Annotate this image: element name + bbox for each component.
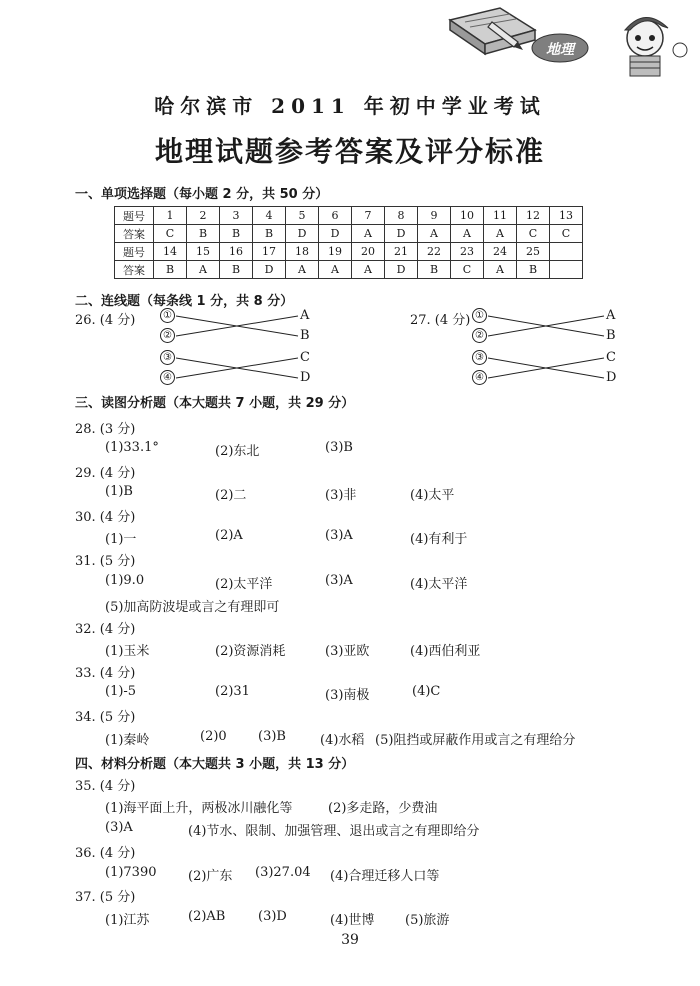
cartoon-boy-icon [625,17,687,76]
question-label: 36. (4 分) [75,846,136,861]
corner-illustration [430,0,700,78]
answer-item: (2)A [215,528,243,543]
match-item: ③ [160,350,175,365]
match-letter: B [606,328,616,343]
question-label: 37. (5 分) [75,890,136,905]
question-label: 28. (3 分) [75,422,136,437]
table-cell: 12 [517,207,550,225]
table-cell: 15 [187,243,220,261]
answer-item: (2)31 [215,684,250,699]
table-cell: 13 [550,207,583,225]
table-cell: A [187,261,220,279]
match-item: ④ [472,370,487,385]
question-label: 29. (4 分) [75,466,136,481]
question-label: 30. (4 分) [75,510,136,525]
answer-item: (3)A [325,573,353,588]
section-heading-1: 一、单项选择题（每小题 2 分，共 50 分） [75,187,329,202]
match-letter: B [300,328,310,343]
table-cell: 9 [418,207,451,225]
table-cell: C [154,225,187,243]
match-letter: D [300,370,311,385]
answer-item: (4)水稻 [320,733,365,748]
table-cell: 24 [484,243,517,261]
answer-item: (2)东北 [215,444,260,459]
answer-item: (2)太平洋 [215,577,273,592]
table-cell: D [385,261,418,279]
subject-badge [532,34,588,62]
table-row-header: 答案 [115,261,154,279]
answer-item: (4)节水、限制、加强管理、退出或言之有理即给分 [188,824,480,839]
answer-item: (2)二 [215,488,247,503]
answer-item: (3)27.04 [255,865,311,880]
table-cell: B [253,225,286,243]
table-cell: 5 [286,207,319,225]
match-letter: D [606,370,617,385]
table-cell: 11 [484,207,517,225]
table-cell: 14 [154,243,187,261]
exam-title: 哈尔滨市 2011 年初中学业考试 [154,94,546,118]
question-label: 35. (4 分) [75,779,136,794]
question-label: 34. (5 分) [75,710,136,725]
table-cell: 1 [154,207,187,225]
table-row [115,207,583,225]
answer-item: (1)33.1° [105,440,159,455]
match-letter: A [606,308,616,323]
match-item: ① [160,308,175,323]
page-number: 39 [341,932,359,948]
table-row-header: 答案 [115,225,154,243]
answer-item: (1)海平面上升，两极冰川融化等 [105,801,293,816]
section-heading-3: 三、读图分析题（本大题共 7 小题，共 29 分） [75,396,355,411]
answer-item: (1)秦岭 [105,733,150,748]
answer-item: (3)B [325,440,353,455]
table-cell [550,243,583,261]
answer-item: (4)合理迁移人口等 [330,869,440,884]
answer-item: (3)非 [325,488,357,503]
table-cell: B [418,261,451,279]
document-title: 地理试题参考答案及评分标准 [154,135,545,168]
table-cell: D [385,225,418,243]
table-cell: 3 [220,207,253,225]
table-cell: A [352,261,385,279]
answer-item: (1)7390 [105,865,157,880]
matching-lines-26 [160,308,320,388]
table-cell [550,261,583,279]
table-cell: 8 [385,207,418,225]
table-cell: 16 [220,243,253,261]
table-cell: 6 [319,207,352,225]
table-cell: A [319,261,352,279]
match-letter: C [300,350,310,365]
svg-text:地理: 地理 [546,42,574,58]
answer-item: (4)太平洋 [410,577,468,592]
answer-item: (1)9.0 [105,573,145,588]
answer-item: (3)A [105,820,133,835]
answer-item: (1)一 [105,532,137,547]
match-letter: C [606,350,616,365]
answer-item: (4)有利于 [410,532,468,547]
table-cell: D [286,225,319,243]
table-cell: 22 [418,243,451,261]
answer-item: (4)世博 [330,913,375,928]
table-cell: C [550,225,583,243]
answer-item: (2)0 [200,729,227,744]
table-cell: 23 [451,243,484,261]
answer-table [114,206,583,279]
table-cell: A [451,225,484,243]
answer-item: (3)亚欧 [325,644,370,659]
table-cell: A [418,225,451,243]
table-cell: 17 [253,243,286,261]
table-cell: D [253,261,286,279]
answer-item: (1)-5 [105,684,137,699]
match-letter: A [300,308,310,323]
question-label: 33. (4 分) [75,666,136,681]
match-item: ① [472,308,487,323]
question-label: 31. (5 分) [75,554,136,569]
table-cell: B [187,225,220,243]
section-heading-2: 二、连线题（每条线 1 分，共 8 分） [75,294,294,309]
answer-item: (5)加高防波堤或言之有理即可 [105,600,280,615]
table-cell: 4 [253,207,286,225]
question-label: 27. (4 分) [410,313,471,328]
table-cell: 19 [319,243,352,261]
table-cell: A [286,261,319,279]
table-cell: A [484,225,517,243]
answer-item: (4)太平 [410,488,455,503]
answer-item: (3)D [258,909,287,924]
answer-item: (3)南极 [325,688,370,703]
answer-item: (3)A [325,528,353,543]
answer-item: (2)广东 [188,869,233,884]
table-cell: B [220,261,253,279]
answer-item: (2)AB [188,909,226,924]
answer-item: (4)C [412,684,441,699]
answer-item: (5)阻挡或屏蔽作用或言之有理给分 [375,733,576,748]
table-cell: 2 [187,207,220,225]
answer-item: (5)旅游 [405,913,450,928]
match-item: ③ [472,350,487,365]
answer-item: (1)江苏 [105,913,150,928]
table-row [115,243,583,261]
question-label: 32. (4 分) [75,622,136,637]
table-cell: 7 [352,207,385,225]
table-cell: D [319,225,352,243]
answer-item: (1)B [105,484,133,499]
answer-item: (2)资源消耗 [215,644,286,659]
table-row [115,261,583,279]
answer-item: (2)多走路，少费油 [328,801,438,816]
answer-item: (1)玉米 [105,644,150,659]
table-cell: A [484,261,517,279]
table-cell: B [154,261,187,279]
answer-item: (3)B [258,729,286,744]
table-cell: B [517,261,550,279]
table-cell: 21 [385,243,418,261]
table-cell: 20 [352,243,385,261]
match-item: ② [160,328,175,343]
table-cell: C [451,261,484,279]
table-row [115,225,583,243]
table-cell: A [352,225,385,243]
table-cell: B [220,225,253,243]
answer-item: (4)西伯利亚 [410,644,481,659]
table-cell: 25 [517,243,550,261]
table-cell: 10 [451,207,484,225]
match-item: ④ [160,370,175,385]
table-cell: 18 [286,243,319,261]
table-cell: C [517,225,550,243]
section-heading-4: 四、材料分析题（本大题共 3 小题，共 13 分） [75,757,355,772]
table-row-header: 题号 [115,243,154,261]
table-row-header: 题号 [115,207,154,225]
match-item: ② [472,328,487,343]
question-label: 26. (4 分) [75,313,136,328]
